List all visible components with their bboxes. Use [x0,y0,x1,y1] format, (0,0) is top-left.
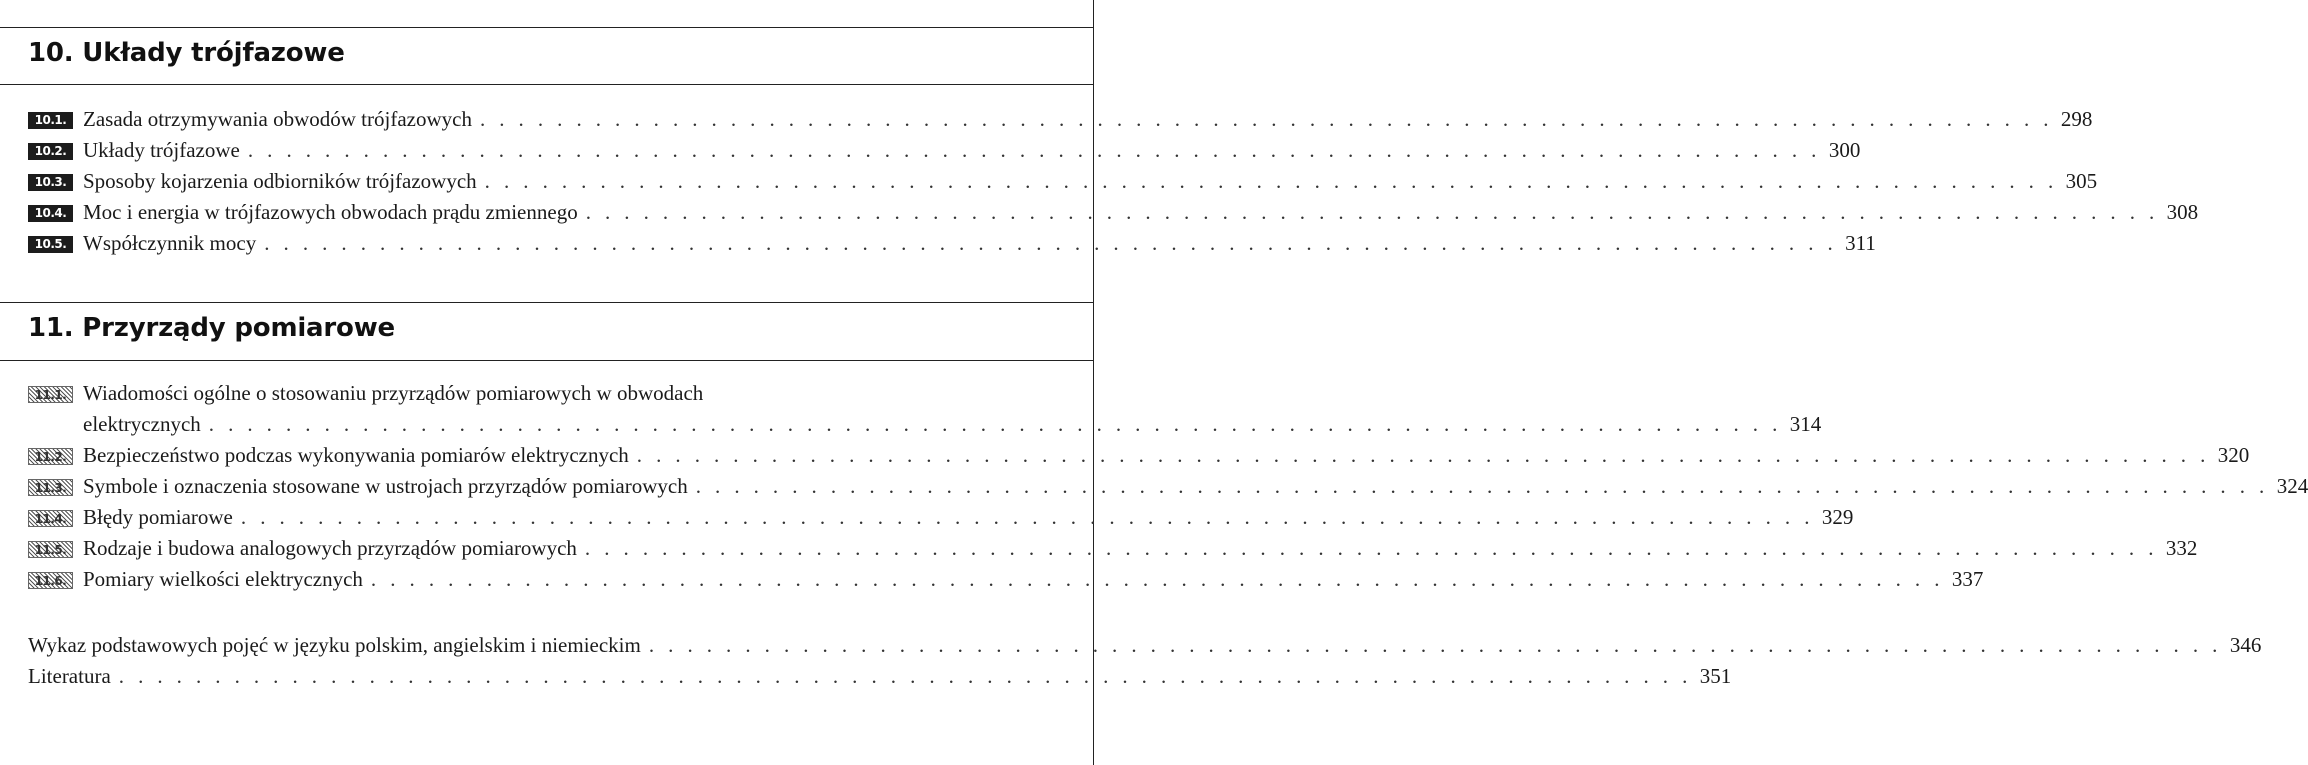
chapter-10-bottom-rule [0,84,1094,85]
section-title: Sposoby kojarzenia odbiorników trójfazowych [83,169,477,193]
section-number-badge: 10.5. [28,236,73,253]
section-title: Moc i energia w trójfazowych obwodach prądu zmiennego [83,200,578,224]
toc-entry[interactable] [28,471,2308,502]
section-number-badge: 10.4. [28,205,73,222]
page-number: 314 [1789,412,1822,436]
dot-leader: . . . . . . . . . . . . . . . . . . . . . . . . . . . . . . . . . . . . . . . . . . . . . . . . . . . . . . . . . . . . . . . . . . . . . . . . . . . . . . . . . . [370,567,1944,591]
chapter-10-title: 10. Układy trójfazowe [28,38,345,68]
appendix-title: Literatura [28,664,111,688]
dot-leader: . . . . . . . . . . . . . . . . . . . . . . . . . . . . . . . . . . . . . . . . . . . . . . . . . . . . . . . . . . . . . . . . . . . . . . . . . . . . . . . . . . [247,138,1821,162]
section-title: Współczynnik mocy [83,231,257,255]
chapter-10-top-rule [0,27,1094,28]
section-title: Układy trójfazowe [83,138,240,162]
chapter-11-bottom-rule [0,360,1094,361]
dot-leader: . . . . . . . . . . . . . . . . . . . . . . . . . . . . . . . . . . . . . . . . . . . . . . . . . . . . . . . . . . . . . . . . . . . . . . . . . . . . . . . . . . [208,412,1782,436]
page-number: 346 [2229,633,2262,657]
dot-leader: . . . . . . . . . . . . . . . . . . . . . . . . . . . . . . . . . . . . . . . . . . . . . . . . . . . . . . . . . . . . . . . . . . . . . . . . . . . . . . . . . . [118,664,1692,688]
chapter-10-toc [28,104,2199,259]
dot-leader: . . . . . . . . . . . . . . . . . . . . . . . . . . . . . . . . . . . . . . . . . . . . . . . . . . . . . . . . . . . . . . . . . . . . . . . . . . . . . . . . . . [585,200,2159,224]
toc-entry[interactable] [28,135,1861,166]
chapter-11-title: 11. Przyrządy pomiarowe [28,313,395,343]
toc-entry[interactable] [28,661,1732,692]
section-title: Symbole i oznaczenia stosowane w ustrojach przyrządów pomiarowych [83,474,688,498]
page-number: 311 [1845,231,1876,255]
dot-leader: . . . . . . . . . . . . . . . . . . . . . . . . . . . . . . . . . . . . . . . . . . . . . . . . . . . . . . . . . . . . . . . . . . . . . . . . . . . . . . . . . . [484,169,2058,193]
appendix-toc [28,630,2262,692]
section-number-badge: 11.5. [28,541,73,558]
toc-entry[interactable] [28,502,1854,533]
dot-leader: . . . . . . . . . . . . . . . . . . . . . . . . . . . . . . . . . . . . . . . . . . . . . . . . . . . . . . . . . . . . . . . . . . . . . . . . . . . . . . . . . . [648,633,2222,657]
page-number: 298 [2060,107,2093,131]
page-number: 351 [1699,664,1732,688]
section-number-badge: 11.6. [28,572,73,589]
toc-entry[interactable] [28,197,2199,228]
section-title: Zasada otrzymywania obwodów trójfazowych [83,107,472,131]
section-number-badge: 10.2. [28,143,73,160]
page-number: 337 [1951,567,1984,591]
toc-entry[interactable] [28,166,2098,197]
section-number-badge: 10.3. [28,174,73,191]
dot-leader: . . . . . . . . . . . . . . . . . . . . . . . . . . . . . . . . . . . . . . . . . . . . . . . . . . . . . . . . . . . . . . . . . . . . . . . . . . . . . . . . . . [264,231,1838,255]
section-number-badge: 11.3. [28,479,73,496]
toc-entry[interactable] [28,630,2262,661]
dot-leader: . . . . . . . . . . . . . . . . . . . . . . . . . . . . . . . . . . . . . . . . . . . . . . . . . . . . . . . . . . . . . . . . . . . . . . . . . . . . . . . . . . [479,107,2053,131]
dot-leader: . . . . . . . . . . . . . . . . . . . . . . . . . . . . . . . . . . . . . . . . . . . . . . . . . . . . . . . . . . . . . . . . . . . . . . . . . . . . . . . . . . [240,505,1814,529]
page-number: 324 [2276,474,2308,498]
toc-entry[interactable] [28,440,2250,471]
section-number-badge: 11.2. [28,448,73,465]
chapter-11-top-rule [0,302,1094,303]
page-number: 329 [1821,505,1854,529]
section-title: Rodzaje i budowa analogowych przyrządów pomiarowych [83,536,577,560]
section-title: elektrycznych [83,412,201,436]
page-number: 320 [2217,443,2250,467]
appendix-title: Wykaz podstawowych pojęć w języku polskim, angielskim i niemieckim [28,633,641,657]
chapter-11-toc [28,378,2308,595]
section-title: Błędy pomiarowe [83,505,233,529]
page-number: 305 [2065,169,2098,193]
page-number: 332 [2165,536,2198,560]
toc-entry[interactable] [28,104,2093,135]
section-number-badge: 11.4. [28,510,73,527]
toc-entry[interactable] [28,378,1822,440]
dot-leader: . . . . . . . . . . . . . . . . . . . . . . . . . . . . . . . . . . . . . . . . . . . . . . . . . . . . . . . . . . . . . . . . . . . . . . . . . . . . . . . . . . [584,536,2158,560]
page-number: 308 [2166,200,2199,224]
section-number-badge: 10.1. [28,112,73,129]
page-number: 300 [1828,138,1861,162]
toc-entry[interactable] [28,533,2198,564]
toc-entry[interactable] [28,228,1876,259]
dot-leader: . . . . . . . . . . . . . . . . . . . . . . . . . . . . . . . . . . . . . . . . . . . . . . . . . . . . . . . . . . . . . . . . . . . . . . . . . . . . . . . . . . [695,474,2269,498]
section-title: Pomiary wielkości elektrycznych [83,567,363,591]
toc-entry[interactable] [28,564,1984,595]
section-title-line1: Wiadomości ogólne o stosowaniu przyrządów pomiarowych w obwodach [83,381,704,405]
section-title: Bezpieczeństwo podczas wykonywania pomiarów elektrycznych [83,443,629,467]
dot-leader: . . . . . . . . . . . . . . . . . . . . . . . . . . . . . . . . . . . . . . . . . . . . . . . . . . . . . . . . . . . . . . . . . . . . . . . . . . . . . . . . . . [636,443,2210,467]
section-number-badge: 11.1. [28,386,73,403]
